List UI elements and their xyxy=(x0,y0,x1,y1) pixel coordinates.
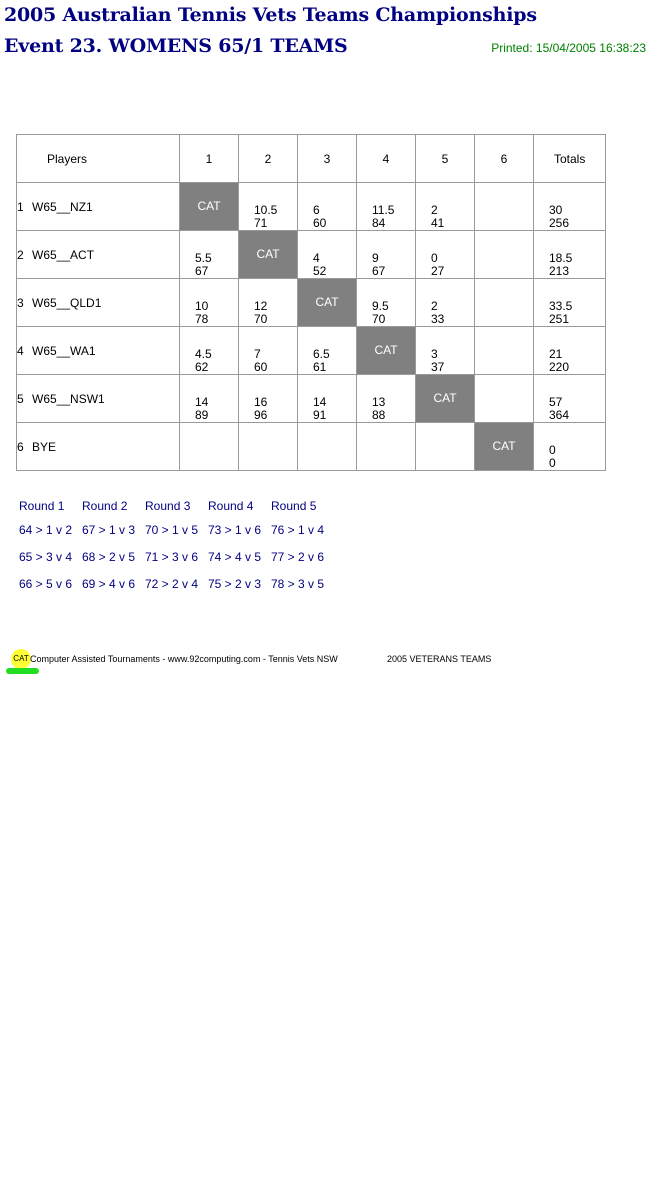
team-row xyxy=(17,183,606,231)
team-number: 2 xyxy=(17,247,24,262)
col-header-5: 5 xyxy=(416,135,475,183)
score-cell xyxy=(298,375,357,423)
games-value: 84 xyxy=(372,216,386,230)
score-cell xyxy=(416,183,475,231)
score-cell xyxy=(180,375,239,423)
team-name: BYE xyxy=(32,439,57,454)
games-value: 96 xyxy=(254,408,268,422)
score-cell xyxy=(357,375,416,423)
team-name-cell xyxy=(17,183,180,231)
score-cell xyxy=(239,375,298,423)
round-matches-row xyxy=(19,577,334,591)
rubbers-value: 7 xyxy=(254,347,261,361)
score-cell xyxy=(416,279,475,327)
score-cell xyxy=(239,279,298,327)
total-rubbers: 21 xyxy=(549,347,563,361)
score-cell xyxy=(298,327,357,375)
rubbers-value: 4.5 xyxy=(195,347,212,361)
match-entry: 77 > 2 v 6 xyxy=(271,550,325,564)
games-value: 52 xyxy=(313,264,327,278)
team-row xyxy=(17,327,606,375)
match-entry: 78 > 3 v 5 xyxy=(271,577,325,591)
games-value: 70 xyxy=(254,312,268,326)
round-header: Round 1 xyxy=(19,499,65,513)
total-games: 213 xyxy=(549,264,570,278)
total-cell xyxy=(534,231,606,279)
team-name-cell xyxy=(17,423,180,471)
score-cell xyxy=(357,183,416,231)
games-value: 78 xyxy=(195,312,209,326)
games-value: 67 xyxy=(195,264,209,278)
team-name: W65__QLD1 xyxy=(32,295,102,310)
match-entry: 70 > 1 v 5 xyxy=(145,523,199,537)
col-header-4: 4 xyxy=(357,135,416,183)
score-cell xyxy=(357,423,416,471)
team-row xyxy=(17,423,606,471)
score-cell xyxy=(475,279,534,327)
footer-event-label: 2005 VETERANS TEAMS xyxy=(387,654,492,664)
games-value: 27 xyxy=(431,264,445,278)
games-value: 60 xyxy=(313,216,327,230)
cat-label: CAT xyxy=(256,247,280,261)
match-entry: 64 > 1 v 2 xyxy=(19,523,73,537)
total-rubbers: 33.5 xyxy=(549,299,573,313)
cat-logo-icon: CAT xyxy=(11,649,31,669)
match-entry: 65 > 3 v 4 xyxy=(19,550,73,564)
team-number: 5 xyxy=(17,391,24,406)
match-entry: 72 > 2 v 4 xyxy=(145,577,199,591)
team-name: W65__WA1 xyxy=(32,343,96,358)
games-value: 60 xyxy=(254,360,268,374)
score-cell xyxy=(180,423,239,471)
round-header: Round 2 xyxy=(82,499,128,513)
total-rubbers: 30 xyxy=(549,203,563,217)
rubbers-value: 14 xyxy=(313,395,327,409)
cat-label: CAT xyxy=(492,439,516,453)
rubbers-value: 5.5 xyxy=(195,251,212,265)
total-rubbers: 57 xyxy=(549,395,563,409)
page-title: 2005 Australian Tennis Vets Teams Championships xyxy=(4,4,537,26)
rubbers-value: 4 xyxy=(313,251,320,265)
printed-timestamp: Printed: 15/04/2005 16:38:23 xyxy=(491,41,646,55)
team-name: W65__NZ1 xyxy=(32,199,93,214)
col-header-6: 6 xyxy=(475,135,534,183)
cat-cell xyxy=(239,231,298,279)
games-value: 61 xyxy=(313,360,327,374)
rubbers-value: 6.5 xyxy=(313,347,330,361)
score-cell xyxy=(239,183,298,231)
team-name-cell xyxy=(17,327,180,375)
round-header: Round 3 xyxy=(145,499,191,513)
games-value: 62 xyxy=(195,360,209,374)
col-header-2: 2 xyxy=(239,135,298,183)
rubbers-value: 2 xyxy=(431,299,438,313)
total-rubbers: 18.5 xyxy=(549,251,573,265)
team-name: W65__NSW1 xyxy=(32,391,105,406)
team-number: 6 xyxy=(17,439,24,454)
cat-cell xyxy=(416,375,475,423)
rubbers-value: 3 xyxy=(431,347,438,361)
games-value: 33 xyxy=(431,312,445,326)
score-cell xyxy=(180,231,239,279)
round-header: Round 4 xyxy=(208,499,254,513)
team-row xyxy=(17,375,606,423)
total-games: 251 xyxy=(549,312,570,326)
total-cell xyxy=(534,183,606,231)
round-header-row xyxy=(19,499,334,513)
games-value: 91 xyxy=(313,408,327,422)
games-value: 67 xyxy=(372,264,386,278)
match-entry: 69 > 4 v 6 xyxy=(82,577,136,591)
team-row xyxy=(17,231,606,279)
rubbers-value: 11.5 xyxy=(372,203,395,217)
match-entry: 68 > 2 v 5 xyxy=(82,550,136,564)
match-entry: 67 > 1 v 3 xyxy=(82,523,136,537)
score-cell xyxy=(298,423,357,471)
rubbers-value: 10 xyxy=(195,299,209,313)
totals-header: Totals xyxy=(534,135,606,183)
score-cell xyxy=(416,423,475,471)
games-value: 37 xyxy=(431,360,445,374)
match-entry: 74 > 4 v 5 xyxy=(208,550,262,564)
total-games: 364 xyxy=(549,408,570,422)
round-header: Round 5 xyxy=(271,499,317,513)
rubbers-value: 9.5 xyxy=(372,299,389,313)
team-number: 3 xyxy=(17,295,24,310)
col-header-3: 3 xyxy=(298,135,357,183)
rubbers-value: 14 xyxy=(195,395,209,409)
round-matches-row xyxy=(19,523,334,537)
rubbers-value: 9 xyxy=(372,251,379,265)
games-value: 70 xyxy=(372,312,386,326)
score-cell xyxy=(475,327,534,375)
event-title: Event 23. WOMENS 65/1 TEAMS xyxy=(4,35,348,57)
score-cell xyxy=(416,327,475,375)
team-number: 4 xyxy=(17,343,24,358)
logo-underline xyxy=(6,668,39,674)
score-cell xyxy=(475,183,534,231)
cat-label: CAT xyxy=(315,295,339,309)
cat-cell xyxy=(298,279,357,327)
cat-cell xyxy=(180,183,239,231)
score-cell xyxy=(239,423,298,471)
rubbers-value: 10.5 xyxy=(254,203,278,217)
score-cell xyxy=(357,231,416,279)
match-entry: 73 > 1 v 6 xyxy=(208,523,262,537)
round-matches-row xyxy=(19,550,334,564)
footer-credit: Computer Assisted Tournaments - www.92computing.com - Tennis Vets NSW xyxy=(30,654,338,664)
games-value: 88 xyxy=(372,408,386,422)
team-name-cell xyxy=(17,231,180,279)
match-entry: 66 > 5 v 6 xyxy=(19,577,73,591)
score-cell xyxy=(416,231,475,279)
total-games: 220 xyxy=(549,360,570,374)
cat-cell xyxy=(357,327,416,375)
cat-label: CAT xyxy=(197,199,221,213)
total-rubbers: 0 xyxy=(549,443,556,457)
match-entry: 76 > 1 v 4 xyxy=(271,523,325,537)
team-name-cell xyxy=(17,375,180,423)
round-schedule xyxy=(19,499,334,604)
rubbers-value: 16 xyxy=(254,395,268,409)
score-cell xyxy=(298,231,357,279)
total-cell xyxy=(534,423,606,471)
rubbers-value: 2 xyxy=(431,203,438,217)
cat-label: CAT xyxy=(433,391,457,405)
match-entry: 75 > 2 v 3 xyxy=(208,577,262,591)
grid-header-row xyxy=(17,135,606,183)
cat-label: CAT xyxy=(374,343,398,357)
games-value: 89 xyxy=(195,408,209,422)
team-number: 1 xyxy=(17,199,24,214)
col-header-1: 1 xyxy=(180,135,239,183)
score-cell xyxy=(180,279,239,327)
rubbers-value: 12 xyxy=(254,299,268,313)
cat-cell xyxy=(475,423,534,471)
results-grid xyxy=(16,134,606,471)
score-cell xyxy=(180,327,239,375)
rubbers-value: 0 xyxy=(431,251,438,265)
total-cell xyxy=(534,375,606,423)
score-cell xyxy=(298,183,357,231)
players-header: Players xyxy=(17,135,180,183)
games-value: 71 xyxy=(254,216,268,230)
team-name: W65__ACT xyxy=(32,247,95,262)
score-cell xyxy=(357,279,416,327)
match-entry: 71 > 3 v 6 xyxy=(145,550,199,564)
games-value: 41 xyxy=(431,216,445,230)
total-games: 256 xyxy=(549,216,570,230)
team-row xyxy=(17,279,606,327)
rubbers-value: 6 xyxy=(313,203,320,217)
score-cell xyxy=(475,231,534,279)
total-games: 0 xyxy=(549,456,556,470)
score-cell xyxy=(475,375,534,423)
total-cell xyxy=(534,279,606,327)
team-name-cell xyxy=(17,279,180,327)
total-cell xyxy=(534,327,606,375)
score-cell xyxy=(239,327,298,375)
rubbers-value: 13 xyxy=(372,395,386,409)
